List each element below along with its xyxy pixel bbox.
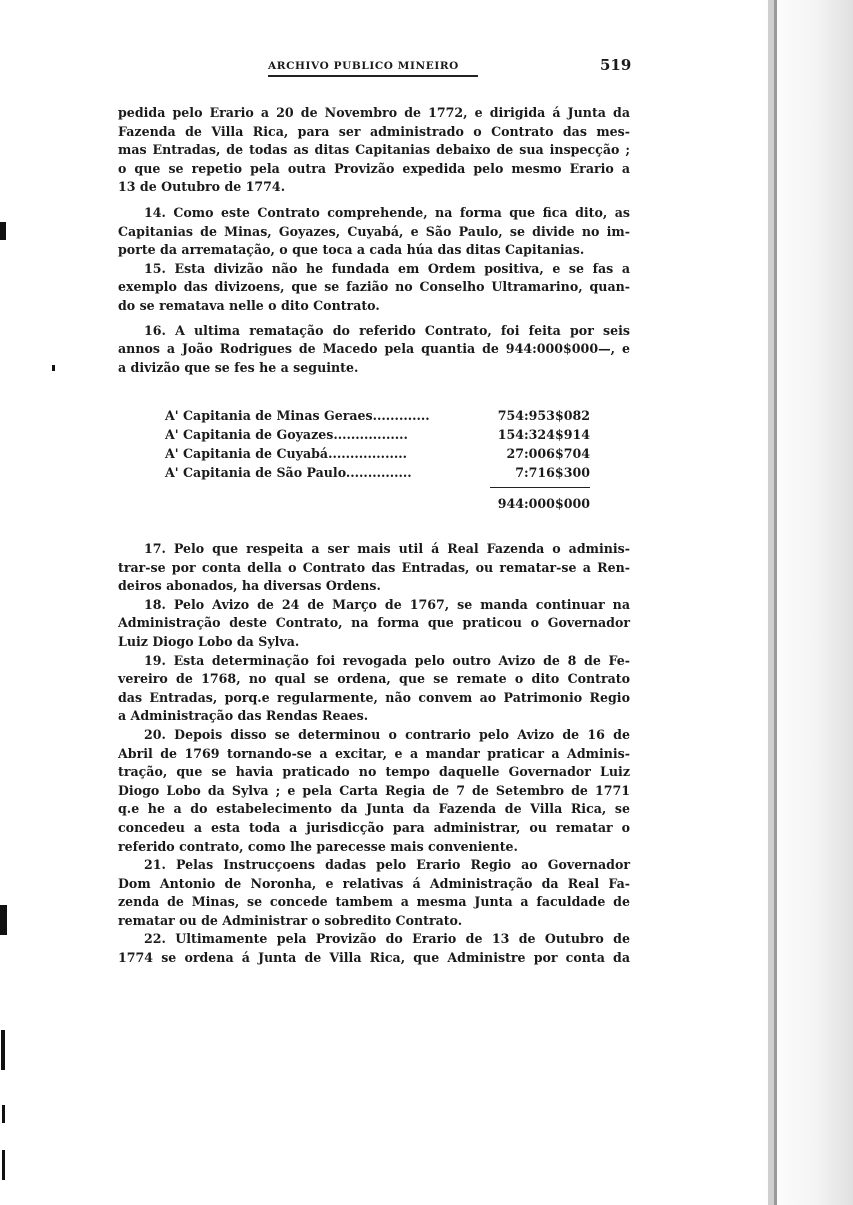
text-line: Administração deste Contrato, na forma que praticou o Governador xyxy=(118,615,630,631)
text-line: Dom Antonio de Noronha, e relativas á Administração da Real Fa- xyxy=(118,875,630,891)
row-label: A' Capitania de São Paulo............... xyxy=(165,465,412,480)
paragraph-22-line: 22. Ultimamente pela Provizão do Erario de 13 de Outubro de xyxy=(144,931,630,947)
paragraph-15-line: 15. Esta divizão não he fundada em Ordem positiva, e se fas a xyxy=(144,260,630,276)
text-line: do se rematava nelle o dito Contrato. xyxy=(118,297,380,313)
paragraph-14-line: 14. Como este Contrato comprehende, na forma que fica dito, as xyxy=(144,205,630,220)
row-label: A' Capitania de Cuyabá.................. xyxy=(165,446,407,461)
text-line: 1774 se ordena á Junta de Villa Rica, que Administre por conta da xyxy=(118,950,630,966)
text-line: q.e he a do estabelecimento da Junta da Fazenda de Villa Rica, se xyxy=(118,801,630,817)
text-line: das Entradas, porq.e regularmente, não convem ao Patrimonio Regio xyxy=(118,689,630,705)
row-amount: 7:716$300 xyxy=(515,465,590,480)
text-line: pedida pelo Erario a 20 de Novembro de 1772, e dirigida á Junta da xyxy=(118,105,630,120)
text-line: porte da arrematação, o que toca a cada húa das ditas Capitanias. xyxy=(118,242,585,258)
text-line: Luiz Diogo Lobo da Sylva. xyxy=(118,633,300,649)
text-line: Diogo Lobo da Sylva ; e pela Carta Regia de 7 de Setembro de 1771 xyxy=(118,782,630,798)
paragraph-block-2 xyxy=(118,204,630,377)
text-line: zenda de Minas, se concede tambem a mesma Junta a faculdade de xyxy=(118,894,630,910)
paragraph-21-line: 21. Pelas Instrucçoens dadas pelo Erario Regio ao Governador xyxy=(144,857,630,873)
scan-mark xyxy=(1,1030,5,1070)
text-line: 13 de Outubro de 1774. xyxy=(118,179,286,195)
paragraph-block-3 xyxy=(118,540,630,968)
table-row xyxy=(165,465,590,484)
scan-speck xyxy=(52,365,55,371)
text-line: deiros abonados, ha diversas Ordens. xyxy=(118,578,381,594)
text-line: vereiro de 1768, no qual se ordena, que se remate o dito Contrato xyxy=(118,671,630,687)
row-label: A' Capitania de Goyazes................. xyxy=(165,427,408,442)
text-line: Abril de 1769 tornando-se a excitar, e a mandar praticar a Adminis- xyxy=(118,745,630,761)
paragraph-17-line: 17. Pelo que respeita a ser mais util á Real Fazenda o adminis- xyxy=(144,541,630,556)
row-amount: 27:006$704 xyxy=(506,446,590,461)
text-line: trar-se por conta della o Contrato das Entradas, ou rematar-se a Ren- xyxy=(118,559,630,575)
text-line: o que se repetio pela outra Provizão expedida pelo mesmo Erario a xyxy=(118,160,630,176)
text-line: rematar ou de Administrar o sobredito Contrato. xyxy=(118,912,463,928)
table-row xyxy=(165,408,590,427)
text-line: referido contrato, como lhe parecesse mais conveniente. xyxy=(118,838,518,854)
text-line: tração, que se havia praticado no tempo daquelle Governador Luiz xyxy=(118,764,630,780)
text-line: a Administração das Rendas Reaes. xyxy=(118,708,369,724)
text-line: concedeu a esta toda a jurisdicção para administrar, ou rematar o xyxy=(118,819,630,835)
running-title: ARCHIVO PUBLICO MINEIRO xyxy=(268,60,478,77)
row-amount: 754:953$082 xyxy=(497,408,590,423)
paragraph-19-line: 19. Esta determinação foi revogada pelo outro Avizo de 8 de Fe- xyxy=(144,652,630,668)
text-line: mas Entradas, de todas as ditas Capitanias debaixo de sua inspecção ; xyxy=(118,142,630,158)
page-binding-fold xyxy=(774,0,777,1205)
text-line: Capitanias de Minas, Goyazes, Cuyabá, e São Paulo, se divide no im- xyxy=(118,223,630,239)
paragraph-block-1 xyxy=(118,104,630,197)
row-label: A' Capitania de Minas Geraes............. xyxy=(165,408,430,423)
table-row xyxy=(165,427,590,446)
paragraph-18-line: 18. Pelo Avizo de 24 de Março de 1767, se manda continuar na xyxy=(144,596,630,612)
text-line: Fazenda de Villa Rica, para ser administrado o Contrato das mes- xyxy=(118,123,630,139)
scan-mark xyxy=(0,905,7,935)
page-number: 519 xyxy=(600,56,632,74)
text-line: a divizão que se fes he a seguinte. xyxy=(118,359,359,375)
table-row xyxy=(165,446,590,465)
table-total: 944:000$000 xyxy=(497,496,590,511)
text-line: annos a João Rodrigues de Macedo pela quantia de 944:000$000—, e xyxy=(118,341,630,357)
division-table xyxy=(165,408,590,484)
paragraph-20-line: 20. Depois disso se determinou o contrario pelo Avizo de 16 de xyxy=(144,726,630,742)
row-amount: 154:324$914 xyxy=(497,427,590,442)
scan-mark xyxy=(2,1105,5,1123)
text-line: exemplo das divizoens, que se fazião no Conselho Ultramarino, quan- xyxy=(118,279,630,295)
paragraph-16-line: 16. A ultima rematação do referido Contrato, foi feita por seis xyxy=(144,322,630,338)
total-rule xyxy=(490,487,590,488)
scan-mark xyxy=(0,222,6,240)
scan-mark xyxy=(2,1150,5,1180)
